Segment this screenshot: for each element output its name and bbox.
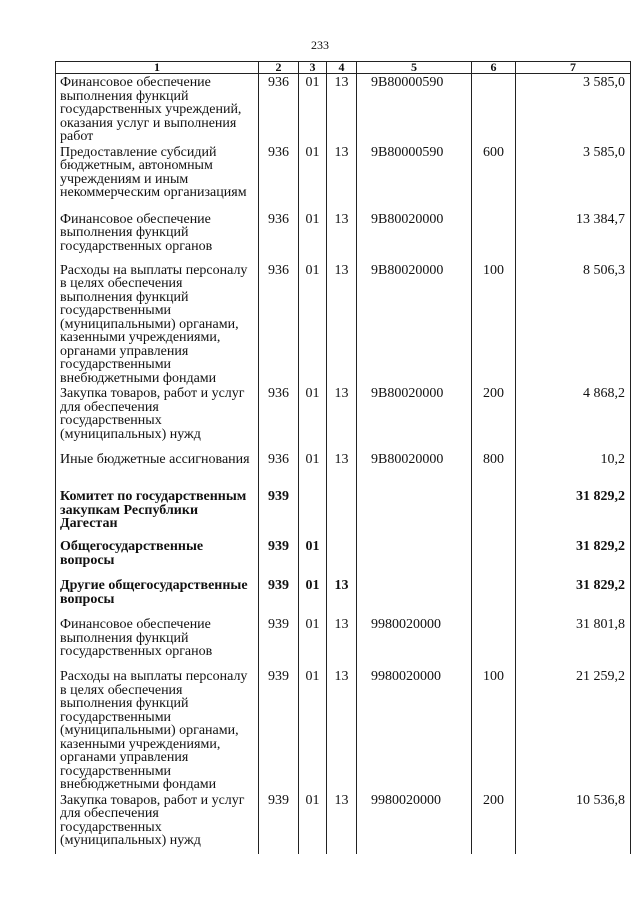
column-header: 6 xyxy=(472,62,516,74)
row-rz: 01 xyxy=(299,616,327,668)
row-ved: 936 xyxy=(259,144,299,211)
row-sum: 10,2 xyxy=(516,451,631,488)
row-ved: 939 xyxy=(259,792,299,854)
row-pr: 13 xyxy=(327,792,357,854)
row-sum: 21 259,2 xyxy=(516,668,631,792)
row-csr xyxy=(357,538,472,577)
row-sum: 10 536,8 xyxy=(516,792,631,854)
row-sum: 31 829,2 xyxy=(516,538,631,577)
row-ved: 936 xyxy=(259,211,299,262)
table-row xyxy=(56,144,631,211)
row-name: Общегосударственные вопросы xyxy=(56,538,259,577)
row-name: Финансовое обеспечение выполнения функций государственных органов xyxy=(56,211,259,262)
row-name: Закупка товаров, работ и услуг для обеспечения государственных (муниципальных) нужд xyxy=(56,385,259,451)
row-sum: 31 829,2 xyxy=(516,577,631,616)
column-header: 4 xyxy=(327,62,357,74)
table-row xyxy=(56,668,631,792)
row-sum: 8 506,3 xyxy=(516,262,631,386)
row-vr: 200 xyxy=(472,385,516,451)
row-name: Финансовое обеспечение выполнения функций государственных учреждений, оказания услуг и выполнения работ xyxy=(56,74,259,144)
column-header: 7 xyxy=(516,62,631,74)
row-pr: 13 xyxy=(327,668,357,792)
row-pr: 13 xyxy=(327,74,357,144)
row-rz: 01 xyxy=(299,144,327,211)
row-rz: 01 xyxy=(299,385,327,451)
row-name: Расходы на выплаты персоналу в целях обеспечения выполнения функций государственными (муниципальными) органами, казенными учреждениями, органами управления государственными внебюджетными фондами xyxy=(56,668,259,792)
row-vr: 200 xyxy=(472,792,516,854)
row-pr: 13 xyxy=(327,577,357,616)
row-vr: 100 xyxy=(472,668,516,792)
page-number: 233 xyxy=(311,38,329,52)
row-name: Финансовое обеспечение выполнения функций государственных органов xyxy=(56,616,259,668)
row-csr: 9980020000 xyxy=(357,668,472,792)
row-ved: 939 xyxy=(259,616,299,668)
table-row xyxy=(56,538,631,577)
row-sum: 31 801,8 xyxy=(516,616,631,668)
row-rz: 01 xyxy=(299,74,327,144)
row-ved: 936 xyxy=(259,451,299,488)
table-row xyxy=(56,74,631,144)
row-vr xyxy=(472,577,516,616)
row-pr: 13 xyxy=(327,616,357,668)
table-row xyxy=(56,262,631,386)
table-row xyxy=(56,211,631,262)
row-vr: 600 xyxy=(472,144,516,211)
row-rz: 01 xyxy=(299,211,327,262)
row-rz: 01 xyxy=(299,792,327,854)
row-sum: 31 829,2 xyxy=(516,488,631,538)
row-pr: 13 xyxy=(327,385,357,451)
table-row xyxy=(56,616,631,668)
row-sum: 3 585,0 xyxy=(516,144,631,211)
row-ved: 939 xyxy=(259,538,299,577)
row-csr xyxy=(357,577,472,616)
table-row xyxy=(56,488,631,538)
row-csr: 9В80000590 xyxy=(357,144,472,211)
row-pr xyxy=(327,538,357,577)
column-header: 2 xyxy=(259,62,299,74)
row-rz: 01 xyxy=(299,668,327,792)
row-rz: 01 xyxy=(299,538,327,577)
row-pr: 13 xyxy=(327,451,357,488)
row-name: Расходы на выплаты персоналу в целях обеспечения выполнения функций государственными (муниципальными) органами, казенными учреждениями, органами управления государственными внебюджетными фондами xyxy=(56,262,259,386)
table-row xyxy=(56,577,631,616)
row-sum: 13 384,7 xyxy=(516,211,631,262)
row-vr: 800 xyxy=(472,451,516,488)
row-name: Комитет по государственным закупкам Республики Дагестан xyxy=(56,488,259,538)
row-rz: 01 xyxy=(299,577,327,616)
table-row xyxy=(56,385,631,451)
row-ved: 939 xyxy=(259,488,299,538)
row-sum: 3 585,0 xyxy=(516,74,631,144)
row-pr xyxy=(327,488,357,538)
row-rz: 01 xyxy=(299,451,327,488)
row-csr: 9В80020000 xyxy=(357,211,472,262)
header-row xyxy=(56,62,631,74)
row-name: Предоставление субсидий бюджетным, автономным учреждениям и иным некоммерческим организациям xyxy=(56,144,259,211)
row-csr: 9В80020000 xyxy=(357,262,472,386)
row-csr: 9980020000 xyxy=(357,792,472,854)
row-vr xyxy=(472,616,516,668)
row-csr: 9980020000 xyxy=(357,616,472,668)
row-vr xyxy=(472,74,516,144)
row-name: Другие общегосударственные вопросы xyxy=(56,577,259,616)
row-vr: 100 xyxy=(472,262,516,386)
table-row xyxy=(56,792,631,854)
row-csr: 9В80000590 xyxy=(357,74,472,144)
row-pr: 13 xyxy=(327,262,357,386)
row-name: Иные бюджетные ассигнования xyxy=(56,451,259,488)
row-vr xyxy=(472,538,516,577)
row-vr xyxy=(472,488,516,538)
row-pr: 13 xyxy=(327,144,357,211)
column-header: 1 xyxy=(56,62,259,74)
row-ved: 936 xyxy=(259,385,299,451)
row-name: Закупка товаров, работ и услуг для обеспечения государственных (муниципальных) нужд xyxy=(56,792,259,854)
row-ved: 936 xyxy=(259,74,299,144)
row-ved: 939 xyxy=(259,577,299,616)
row-sum: 4 868,2 xyxy=(516,385,631,451)
table-row xyxy=(56,451,631,488)
column-header: 5 xyxy=(357,62,472,74)
row-rz: 01 xyxy=(299,262,327,386)
budget-table xyxy=(55,61,631,854)
row-rz xyxy=(299,488,327,538)
row-ved: 936 xyxy=(259,262,299,386)
row-csr xyxy=(357,488,472,538)
column-header: 3 xyxy=(299,62,327,74)
row-ved: 939 xyxy=(259,668,299,792)
row-csr: 9В80020000 xyxy=(357,451,472,488)
row-pr: 13 xyxy=(327,211,357,262)
row-vr xyxy=(472,211,516,262)
row-csr: 9В80020000 xyxy=(357,385,472,451)
